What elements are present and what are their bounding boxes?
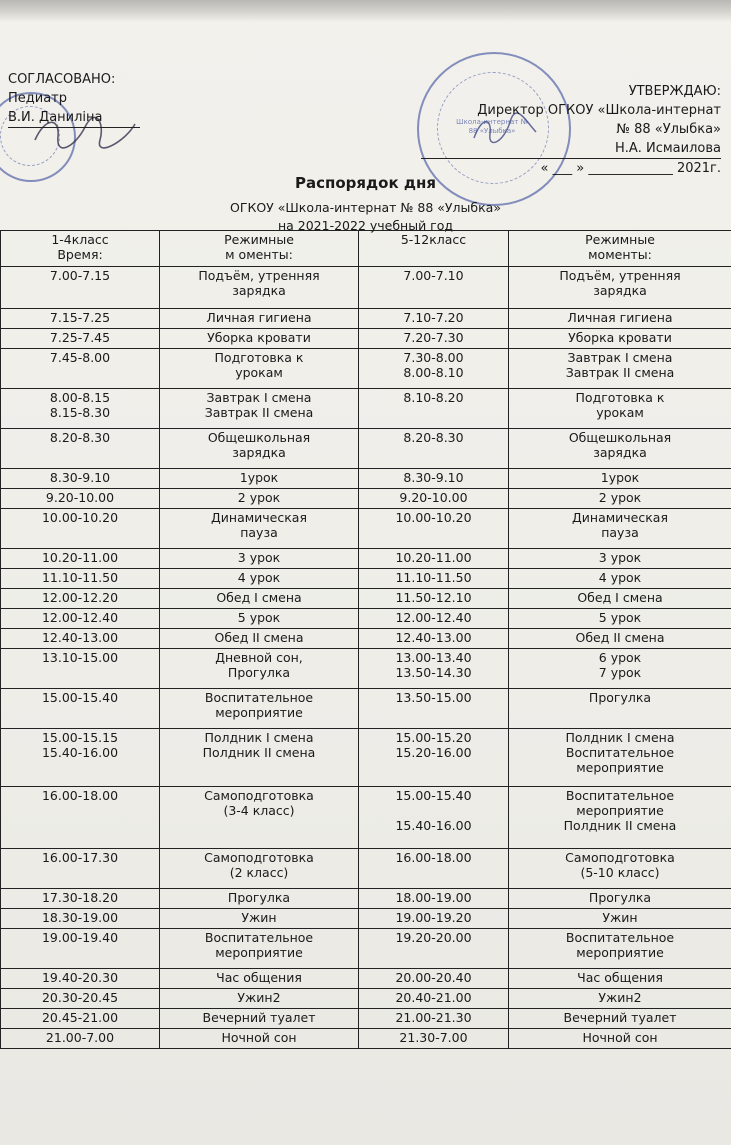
cell-activity-5-12 — [509, 649, 731, 689]
cell-line: мероприятие — [215, 945, 303, 960]
cell-line: Воспитательное — [204, 930, 314, 945]
cell-line: (2 класс) — [229, 865, 289, 880]
cell-time-1-4 — [1, 929, 160, 969]
table-row — [1, 787, 731, 849]
cell-time-5-12 — [359, 989, 509, 1009]
cell-time-5-12 — [359, 889, 509, 909]
cell-line: Прогулка — [588, 690, 652, 705]
cell-activity-1-4 — [160, 909, 359, 929]
cell-line: Завтрак II смена — [565, 365, 675, 380]
cell-time-5-12 — [359, 309, 509, 329]
table-row — [1, 349, 731, 389]
cell-line: 19.20-20.00 — [395, 930, 472, 945]
cell-line: 7 урок — [598, 665, 642, 680]
cell-line: Полдник II смена — [202, 745, 316, 760]
cell-activity-1-4 — [160, 549, 359, 569]
cell-time-1-4 — [1, 329, 160, 349]
cell-line: 7.30-8.00 — [403, 350, 464, 365]
cell-line: 10.00-10.20 — [41, 510, 119, 525]
cell-line: 8.15-8.30 — [49, 405, 111, 420]
table-row — [1, 929, 731, 969]
page-title: Распорядок дня — [295, 174, 436, 192]
cell-line: 15.00-15.40 — [41, 690, 119, 705]
cell-line: 9.20-10.00 — [399, 490, 468, 505]
cell-line: зарядка — [593, 445, 647, 460]
cell-line: Обед II смена — [214, 630, 304, 645]
table-row — [1, 489, 731, 509]
cell-line: 21.00-21.30 — [395, 1010, 472, 1025]
cell-time-1-4 — [1, 469, 160, 489]
cell-line: 8.30-9.10 — [49, 470, 111, 485]
cell-activity-5-12 — [509, 489, 731, 509]
cell-time-5-12 — [359, 549, 509, 569]
table-row — [1, 429, 731, 469]
cell-line: Уборка кровати — [207, 330, 311, 345]
cell-time-1-4 — [1, 1029, 160, 1049]
cell-line: зарядка — [593, 283, 647, 298]
cell-line: Прогулка — [588, 890, 652, 905]
table-row — [1, 469, 731, 489]
cell-activity-1-4 — [160, 509, 359, 549]
cell-line: 8.20-8.30 — [403, 430, 464, 445]
cell-line: Полдник I смена — [565, 730, 675, 745]
cell-line: 7.15-7.25 — [49, 310, 111, 325]
agreed-position: Педиатр — [8, 91, 68, 106]
cell-line: зарядка — [232, 283, 286, 298]
cell-activity-1-4 — [160, 389, 359, 429]
table-row — [1, 329, 731, 349]
cell-time-5-12 — [359, 909, 509, 929]
cell-time-5-12 — [359, 969, 509, 989]
cell-time-5-12 — [359, 929, 509, 969]
header-cell-time-5-12 — [359, 231, 509, 267]
cell-activity-1-4 — [160, 929, 359, 969]
approve-position: Директор ОГКОУ «Школа-интернат — [477, 103, 721, 118]
table-row — [1, 509, 731, 549]
cell-line: Вечерний туалет — [202, 1010, 316, 1025]
cell-activity-1-4 — [160, 429, 359, 469]
cell-activity-5-12 — [509, 267, 731, 309]
cell-time-1-4 — [1, 489, 160, 509]
cell-activity-5-12 — [509, 569, 731, 589]
cell-line: 10.00-10.20 — [395, 510, 472, 525]
cell-line: 20.00-20.40 — [395, 970, 472, 985]
cell-line: Общешкольная — [568, 430, 672, 445]
cell-activity-5-12 — [509, 389, 731, 429]
cell-time-1-4 — [1, 909, 160, 929]
cell-line: 12.00-12.40 — [395, 610, 472, 625]
cell-time-5-12 — [359, 569, 509, 589]
cell-line: 12.40-13.00 — [41, 630, 119, 645]
cell-line: мероприятие — [215, 705, 303, 720]
cell-line: Динамическая — [211, 510, 307, 525]
header-cell-time-1-4 — [1, 231, 160, 267]
table-row — [1, 889, 731, 909]
cell-line: (3-4 класс) — [223, 803, 295, 818]
cell-time-5-12 — [359, 649, 509, 689]
cell-activity-1-4 — [160, 309, 359, 329]
cell-activity-5-12 — [509, 1029, 731, 1049]
cell-activity-5-12 — [509, 989, 731, 1009]
cell-time-5-12 — [359, 267, 509, 309]
cell-line: мероприятие — [576, 803, 664, 818]
cell-time-5-12 — [359, 349, 509, 389]
cell-time-1-4 — [1, 267, 160, 309]
cell-activity-5-12 — [509, 429, 731, 469]
cell-line: Воспитательное — [565, 745, 675, 760]
cell-activity-1-4 — [160, 469, 359, 489]
cell-line: Прогулка — [227, 890, 291, 905]
cell-activity-5-12 — [509, 929, 731, 969]
cell-activity-5-12 — [509, 329, 731, 349]
cell-activity-5-12 — [509, 1009, 731, 1029]
cell-time-5-12 — [359, 1029, 509, 1049]
cell-line: 19.40-20.30 — [41, 970, 119, 985]
cell-line: 8.20-8.30 — [49, 430, 111, 445]
cell-line: Самоподготовка — [204, 788, 314, 803]
cell-line: 18.30-19.00 — [41, 910, 119, 925]
cell-line: 3 урок — [237, 550, 281, 565]
cell-activity-1-4 — [160, 989, 359, 1009]
cell-line: Полдник I смена — [204, 730, 314, 745]
cell-time-1-4 — [1, 389, 160, 429]
table-row — [1, 1029, 731, 1049]
cell-line: 20.30-20.45 — [41, 990, 119, 1005]
cell-activity-1-4 — [160, 569, 359, 589]
cell-line: 15.20-16.00 — [395, 745, 472, 760]
cell-line: Завтрак I смена — [567, 350, 673, 365]
cell-activity-5-12 — [509, 787, 731, 849]
cell-time-1-4 — [1, 1009, 160, 1029]
cell-line: 16.00-18.00 — [395, 850, 472, 865]
cell-activity-5-12 — [509, 729, 731, 787]
cell-line: 11.10-11.50 — [41, 570, 119, 585]
cell-line: 19.00-19.20 — [395, 910, 472, 925]
cell-line: Ужин — [241, 910, 277, 925]
table-row — [1, 569, 731, 589]
table-row — [1, 267, 731, 309]
schedule-table — [0, 230, 731, 1049]
cell-line: 5 урок — [237, 610, 281, 625]
cell-line: 6 урок — [598, 650, 642, 665]
cell-line: Воспитательное — [565, 788, 675, 803]
cell-line: 15.40-16.00 — [395, 818, 472, 833]
cell-time-1-4 — [1, 787, 160, 849]
cell-activity-5-12 — [509, 689, 731, 729]
cell-line: Дневной сон, — [215, 650, 303, 665]
cell-activity-5-12 — [509, 629, 731, 649]
cell-activity-1-4 — [160, 1029, 359, 1049]
cell-time-5-12 — [359, 489, 509, 509]
table-row — [1, 309, 731, 329]
cell-time-1-4 — [1, 349, 160, 389]
table-row — [1, 969, 731, 989]
cell-line — [361, 803, 506, 818]
cell-activity-1-4 — [160, 349, 359, 389]
cell-line: 12.00-12.20 — [41, 590, 119, 605]
cell-line: зарядка — [232, 445, 286, 460]
header-cell-activity-1-4 — [160, 231, 359, 267]
cell-line: 20.40-21.00 — [395, 990, 472, 1005]
approve-heading: УТВЕРЖДАЮ: — [628, 84, 721, 99]
cell-activity-1-4 — [160, 589, 359, 609]
page-subtitle: ОГКОУ «Школа-интернат № 88 «Улыбка» — [230, 200, 501, 215]
cell-time-5-12 — [359, 1009, 509, 1029]
cell-time-5-12 — [359, 509, 509, 549]
cell-line: 3 урок — [598, 550, 642, 565]
cell-line: 16.00-17.30 — [41, 850, 119, 865]
cell-time-5-12 — [359, 689, 509, 729]
cell-line: Обед I смена — [216, 590, 302, 605]
cell-line: 2 урок — [237, 490, 281, 505]
cell-line: Ужин2 — [598, 990, 642, 1005]
cell-line: 7.25-7.45 — [49, 330, 111, 345]
cell-line: Прогулка — [227, 665, 291, 680]
cell-line: 8.00-8.10 — [403, 365, 464, 380]
cell-activity-1-4 — [160, 787, 359, 849]
academic-year: на 2021-2022 учебный год — [277, 218, 454, 233]
cell-time-1-4 — [1, 589, 160, 609]
school-stamp-text: Школа-интернат № 88 «Улыбка» — [456, 118, 528, 135]
cell-activity-1-4 — [160, 329, 359, 349]
cell-time-1-4 — [1, 849, 160, 889]
cell-activity-5-12 — [509, 509, 731, 549]
cell-line: Ночной сон — [582, 1030, 658, 1045]
cell-line: пауза — [240, 525, 278, 540]
cell-line: Общешкольная — [207, 430, 311, 445]
cell-activity-5-12 — [509, 849, 731, 889]
approve-date: « ___ » _____________ 2021г. — [540, 161, 721, 176]
cell-activity-5-12 — [509, 469, 731, 489]
cell-line: урокам — [596, 405, 644, 420]
table-row — [1, 649, 731, 689]
cell-line: 5-12класс — [400, 232, 467, 247]
cell-activity-1-4 — [160, 969, 359, 989]
cell-line: 10.20-11.00 — [41, 550, 119, 565]
table-row — [1, 849, 731, 889]
cell-line: Личная гигиена — [206, 310, 312, 325]
cell-line: Подъём, утренняя — [559, 268, 681, 283]
cell-time-1-4 — [1, 729, 160, 787]
cell-activity-1-4 — [160, 267, 359, 309]
cell-line: 13.00-13.40 — [395, 650, 472, 665]
cell-time-5-12 — [359, 787, 509, 849]
cell-line: 10.20-11.00 — [395, 550, 472, 565]
cell-line: 15.00-15.20 — [395, 730, 472, 745]
cell-line: 1урок — [600, 470, 640, 485]
cell-activity-5-12 — [509, 909, 731, 929]
cell-line: 16.00-18.00 — [41, 788, 119, 803]
cell-time-5-12 — [359, 389, 509, 429]
cell-line: 7.10-7.20 — [403, 310, 464, 325]
cell-line: Самоподготовка — [204, 850, 314, 865]
cell-line: 12.40-13.00 — [395, 630, 472, 645]
table-header-row — [1, 231, 731, 267]
cell-line: 8.10-8.20 — [403, 390, 464, 405]
cell-line: Воспитательное — [565, 930, 675, 945]
table-row — [1, 1009, 731, 1029]
cell-activity-5-12 — [509, 549, 731, 569]
cell-line: 4 урок — [237, 570, 281, 585]
cell-activity-5-12 — [509, 589, 731, 609]
cell-time-5-12 — [359, 429, 509, 469]
cell-line: Завтрак I смена — [206, 390, 312, 405]
cell-line: 2 урок — [598, 490, 642, 505]
cell-line: 13.50-15.00 — [395, 690, 472, 705]
cell-line: Ужин — [602, 910, 638, 925]
cell-line: 11.50-12.10 — [395, 590, 472, 605]
agreed-heading: СОГЛАСОВАНО: — [8, 72, 116, 87]
table-row — [1, 549, 731, 569]
cell-line: 7.00-7.10 — [403, 268, 464, 283]
cell-line: Подъём, утренняя — [198, 268, 320, 283]
cell-time-1-4 — [1, 509, 160, 549]
page-top-shadow — [0, 0, 731, 22]
cell-time-5-12 — [359, 609, 509, 629]
cell-activity-5-12 — [509, 969, 731, 989]
cell-line: Обед II смена — [575, 630, 665, 645]
cell-line: Час общения — [577, 970, 663, 985]
cell-line: 15.00-15.40 — [395, 788, 472, 803]
agreed-block — [8, 70, 140, 128]
cell-line: Ужин2 — [237, 990, 281, 1005]
cell-line: Час общения — [216, 970, 302, 985]
cell-line: 8.00-8.15 — [49, 390, 111, 405]
cell-line: 13.50-14.30 — [395, 665, 472, 680]
cell-line: Обед I смена — [577, 590, 663, 605]
cell-time-1-4 — [1, 549, 160, 569]
approve-school: № 88 «Улыбка» — [616, 122, 721, 137]
cell-line: Режимные — [585, 232, 655, 247]
header-cell-activity-5-12 — [509, 231, 731, 267]
cell-line: моменты: — [588, 247, 652, 262]
cell-line: 1урок — [239, 470, 279, 485]
cell-line: Подготовка к — [214, 350, 304, 365]
cell-line: Ночной сон — [221, 1030, 297, 1045]
cell-time-1-4 — [1, 429, 160, 469]
cell-time-1-4 — [1, 969, 160, 989]
cell-line: 15.40-16.00 — [41, 745, 119, 760]
cell-time-1-4 — [1, 989, 160, 1009]
cell-time-5-12 — [359, 329, 509, 349]
cell-line: 1-4класс — [51, 232, 109, 247]
table-row — [1, 909, 731, 929]
cell-activity-5-12 — [509, 609, 731, 629]
cell-activity-1-4 — [160, 1009, 359, 1029]
cell-activity-1-4 — [160, 609, 359, 629]
agreed-name: В.И. Даниліна — [8, 108, 140, 128]
cell-line: 9.20-10.00 — [45, 490, 115, 505]
cell-line: пауза — [601, 525, 639, 540]
approve-block — [421, 82, 721, 178]
cell-line: 8.30-9.10 — [403, 470, 464, 485]
cell-line: (5-10 класс) — [580, 865, 660, 880]
cell-time-5-12 — [359, 589, 509, 609]
cell-line: Время: — [57, 247, 103, 262]
cell-line: 7.45-8.00 — [49, 350, 111, 365]
cell-activity-5-12 — [509, 349, 731, 389]
cell-time-1-4 — [1, 629, 160, 649]
cell-line: Личная гигиена — [567, 310, 673, 325]
cell-line: 11.10-11.50 — [395, 570, 472, 585]
approve-name: Н.А. Исмаилова — [421, 139, 721, 159]
cell-line: урокам — [235, 365, 283, 380]
cell-line: Динамическая — [572, 510, 668, 525]
table-row — [1, 589, 731, 609]
cell-activity-1-4 — [160, 629, 359, 649]
cell-line: Завтрак II смена — [204, 405, 314, 420]
cell-line: Подготовка к — [575, 390, 665, 405]
cell-line: 7.00-7.15 — [49, 268, 111, 283]
cell-line: 13.10-15.00 — [41, 650, 119, 665]
cell-activity-5-12 — [509, 309, 731, 329]
cell-line: 20.45-21.00 — [41, 1010, 119, 1025]
cell-line: 7.20-7.30 — [403, 330, 464, 345]
cell-line: Самоподготовка — [565, 850, 675, 865]
cell-time-1-4 — [1, 569, 160, 589]
cell-time-1-4 — [1, 609, 160, 629]
cell-line: мероприятие — [576, 760, 664, 775]
cell-line: 19.00-19.40 — [41, 930, 119, 945]
cell-line: 5 урок — [598, 610, 642, 625]
cell-line: мероприятие — [576, 945, 664, 960]
table-row — [1, 389, 731, 429]
cell-line: 21.30-7.00 — [399, 1030, 468, 1045]
cell-time-5-12 — [359, 729, 509, 787]
cell-line: м оменты: — [225, 247, 293, 262]
cell-time-5-12 — [359, 849, 509, 889]
cell-activity-1-4 — [160, 889, 359, 909]
cell-activity-1-4 — [160, 729, 359, 787]
cell-line: Воспитательное — [204, 690, 314, 705]
cell-line: 21.00-7.00 — [45, 1030, 115, 1045]
cell-activity-1-4 — [160, 489, 359, 509]
cell-time-1-4 — [1, 649, 160, 689]
table-row — [1, 609, 731, 629]
cell-line: 17.30-18.20 — [41, 890, 119, 905]
cell-line: 15.00-15.15 — [41, 730, 119, 745]
table-row — [1, 729, 731, 787]
cell-line: Полдник II смена — [563, 818, 677, 833]
cell-line: Уборка кровати — [568, 330, 672, 345]
cell-time-5-12 — [359, 469, 509, 489]
cell-activity-1-4 — [160, 849, 359, 889]
table-row — [1, 989, 731, 1009]
table-row — [1, 629, 731, 649]
cell-activity-5-12 — [509, 889, 731, 909]
cell-activity-1-4 — [160, 689, 359, 729]
cell-line: Режимные — [224, 232, 294, 247]
cell-time-1-4 — [1, 309, 160, 329]
cell-line: 12.00-12.40 — [41, 610, 119, 625]
table-row — [1, 689, 731, 729]
cell-activity-1-4 — [160, 649, 359, 689]
cell-time-5-12 — [359, 629, 509, 649]
cell-line: 18.00-19.00 — [395, 890, 472, 905]
cell-time-1-4 — [1, 889, 160, 909]
cell-line: 4 урок — [598, 570, 642, 585]
cell-line: Вечерний туалет — [563, 1010, 677, 1025]
cell-time-1-4 — [1, 689, 160, 729]
